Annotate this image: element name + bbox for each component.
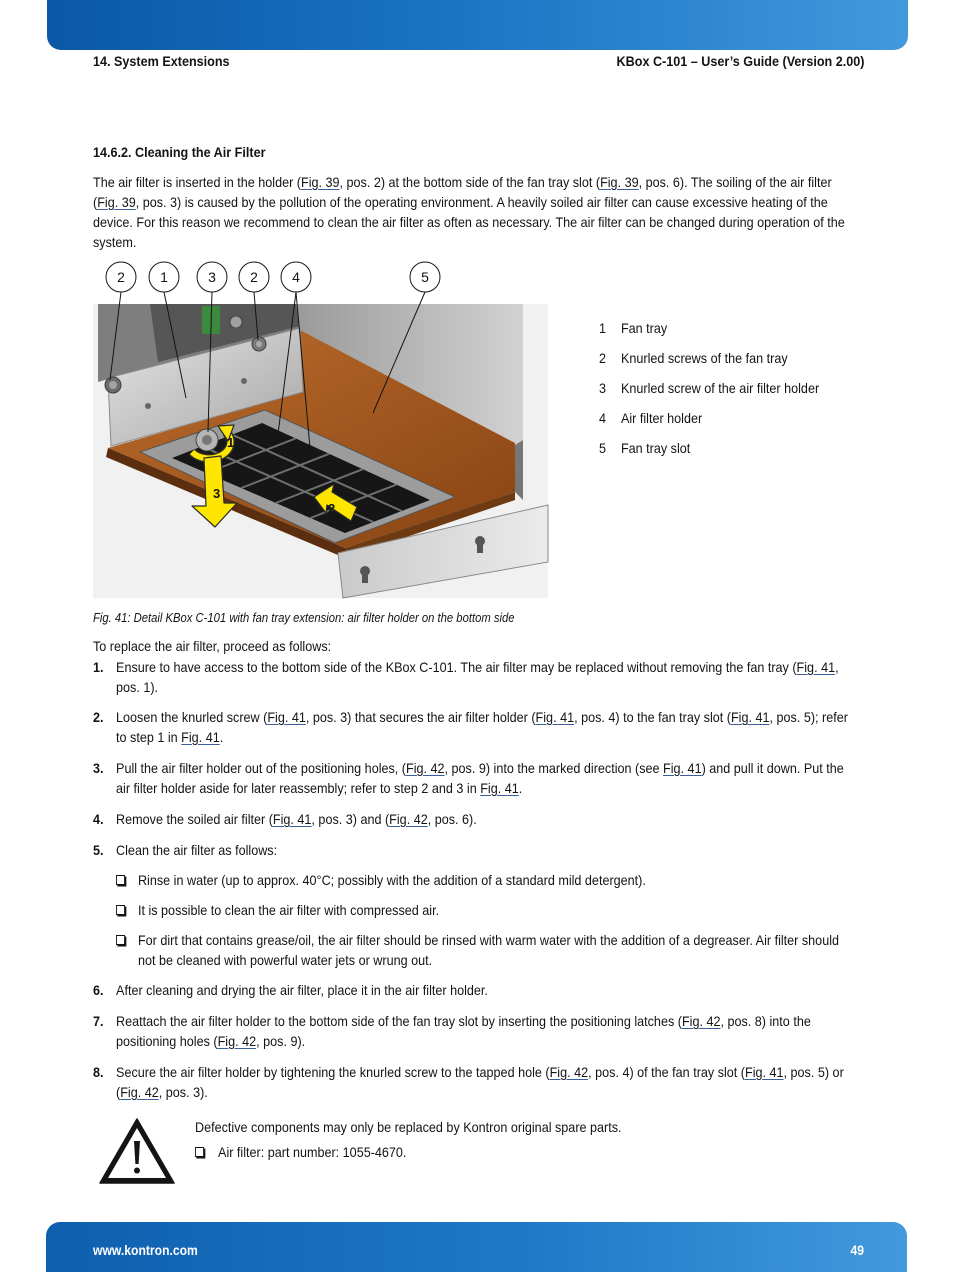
legend-item bbox=[599, 438, 887, 458]
callout-6 bbox=[410, 262, 440, 292]
legend-item bbox=[599, 378, 887, 398]
fan-tray-screw-left bbox=[105, 377, 121, 393]
figure-fan-tray-air-filter bbox=[90, 258, 560, 603]
step-number: 3. bbox=[93, 760, 104, 776]
step-text: Secure the air filter holder by tightening the knurled screw to the tapped hole (Fig. 42, pos. 4) of the fan tray slot (Fig. 41, pos. 5) or (Fig. 42, pos. 3). bbox=[116, 1064, 844, 1100]
figure-reference-link[interactable]: Fig. 41 bbox=[535, 709, 575, 725]
step-text: Pull the air filter holder out of the positioning holes, (Fig. 42, pos. 9) into the marked direction (see Fig. 41) and pull it down. Put the air filter holder aside for later reassembly; refer to step 2 and 3 in Fig. 41. bbox=[116, 760, 844, 796]
cleaning-option-text: For dirt that contains grease/oil, the air filter should be rinsed with warm water with the addition of a degreaser. Air filter should not be cleaned with powerful water jets or wrung out. bbox=[137, 932, 840, 968]
procedure-step bbox=[93, 840, 858, 860]
figure-reference-link[interactable]: Fig. 42 bbox=[406, 760, 445, 776]
step-text: Reattach the air filter holder to the bottom side of the fan tray slot by inserting the positioning latches (Fig. 42, pos. 8) into the positioning holes (Fig. 42, pos. 9). bbox=[116, 1013, 811, 1049]
figure-reference-link[interactable]: Fig. 41 bbox=[181, 729, 220, 745]
step-number: 1. bbox=[93, 659, 104, 675]
figure-reference-link[interactable]: Fig. 39 bbox=[97, 194, 136, 210]
legend-item bbox=[599, 408, 887, 428]
fan-tray-screw-top bbox=[252, 337, 266, 351]
step-number: 6. bbox=[93, 982, 104, 998]
panel-hole bbox=[241, 378, 247, 384]
callout-label: 1 bbox=[160, 269, 168, 285]
callout-label: 3 bbox=[208, 269, 216, 285]
panel-hole bbox=[145, 403, 151, 409]
legend-label: Knurled screws of the fan tray bbox=[620, 350, 788, 366]
procedure-step bbox=[93, 707, 858, 747]
header-band bbox=[47, 0, 908, 50]
figure-reference-link[interactable]: Fig. 41 bbox=[480, 780, 519, 796]
step-text: Loosen the knurled screw (Fig. 41, pos. 3) that secures the air filter holder (Fig. 41, pos. 4) to the fan tray slot (Fig. 41, pos. 5); refer to step 1 in Fig. 41. bbox=[116, 709, 848, 745]
legend-number: 2 bbox=[599, 350, 607, 366]
step-text: Clean the air filter as follows: bbox=[116, 842, 278, 858]
figure-reference-link[interactable]: Fig. 41 bbox=[730, 709, 770, 725]
legend-label: Air filter holder bbox=[620, 410, 703, 426]
image-label-step-1: 1 bbox=[227, 435, 235, 450]
legend-number: 5 bbox=[599, 440, 607, 456]
step-number: 8. bbox=[93, 1064, 104, 1080]
procedure-step bbox=[93, 657, 858, 697]
legend-label: Fan tray bbox=[620, 320, 668, 336]
round-connector bbox=[230, 316, 242, 328]
website-link[interactable]: www.kontron.com bbox=[93, 1243, 198, 1258]
checkbox-bullet-icon bbox=[116, 870, 138, 890]
section-heading: 14.6.2. Cleaning the Air Filter bbox=[93, 144, 266, 160]
checkbox-bullet-icon bbox=[116, 900, 138, 920]
image-label-step-3: 3 bbox=[213, 486, 221, 501]
callout-label: 2 bbox=[117, 269, 125, 285]
intro-paragraph: The air filter is inserted in the holder (Fig. 39, pos. 2) at the bottom side of the fan tray slot (Fig. 39, pos. 6). The soiling of the air filter (Fig. 39, pos. 3) is caused by the pollution of the operating environment. A heavily soiled air filter can cause excessive heating of the device. For this reason we recommend to clean the air filter as often as necessary. The air filter can be changed during operation of the system. bbox=[93, 174, 845, 250]
procedure-step bbox=[93, 1011, 858, 1051]
legend-item bbox=[599, 348, 887, 368]
procedure-step bbox=[93, 1062, 858, 1102]
procedure-step bbox=[93, 980, 858, 1000]
callout-1 bbox=[106, 262, 136, 292]
legend-number: 3 bbox=[599, 380, 607, 396]
callout-label: 2 bbox=[250, 269, 258, 285]
callout-2 bbox=[149, 262, 179, 292]
callout-label: 4 bbox=[292, 269, 300, 285]
callout-4 bbox=[239, 262, 269, 292]
spare-part-number: Air filter: part number: 1055-4670. bbox=[218, 1144, 407, 1160]
step-text: Remove the soiled air filter (Fig. 41, pos. 3) and (Fig. 42, pos. 6). bbox=[116, 811, 477, 827]
figure-reference-link[interactable]: Fig. 41 bbox=[267, 709, 306, 725]
legend-item bbox=[599, 318, 887, 338]
legend-number: 4 bbox=[599, 410, 607, 426]
figure-reference-link[interactable]: Fig. 42 bbox=[217, 1033, 257, 1049]
image-label-step-2: 2 bbox=[328, 501, 336, 516]
procedure-step bbox=[93, 809, 858, 829]
warning-text: Defective components may only be replaced by Kontron original spare parts. bbox=[195, 1119, 622, 1135]
figure-reference-link[interactable]: Fig. 42 bbox=[549, 1064, 589, 1080]
step-number: 4. bbox=[93, 811, 104, 827]
cleaning-option bbox=[116, 930, 858, 970]
figure-reference-link[interactable]: Fig. 41 bbox=[663, 760, 702, 776]
step-number: 5. bbox=[93, 842, 104, 858]
callout-3 bbox=[197, 262, 227, 292]
fan-tray-slot-edge bbox=[515, 440, 523, 500]
procedure-intro: To replace the air filter, proceed as follows: bbox=[93, 638, 332, 654]
figure-reference-link[interactable]: Fig. 39 bbox=[600, 174, 639, 190]
checkbox-bullet-icon bbox=[195, 1142, 218, 1162]
legend-label: Fan tray slot bbox=[620, 440, 691, 456]
step-number: 2. bbox=[93, 709, 104, 725]
figure-reference-link[interactable]: Fig. 42 bbox=[389, 811, 428, 827]
procedure-step bbox=[93, 758, 858, 798]
warning-triangle-icon bbox=[99, 1118, 175, 1184]
step-text: Ensure to have access to the bottom side of the KBox C-101. The air filter may be replaced without removing the fan tray (Fig. 41, pos. 1). bbox=[116, 659, 839, 695]
figure-caption: Fig. 41: Detail KBox C-101 with fan tray extension: air filter holder on the bottom side bbox=[93, 611, 515, 625]
cleaning-option bbox=[116, 900, 858, 920]
figure-reference-link[interactable]: Fig. 41 bbox=[796, 659, 836, 675]
figure-reference-link[interactable]: Fig. 39 bbox=[300, 174, 340, 190]
figure-reference-link[interactable]: Fig. 42 bbox=[120, 1084, 159, 1100]
cleaning-option bbox=[116, 870, 858, 890]
cleaning-option-text: Rinse in water (up to approx. 40°C; possibly with the addition of a standard mild detergent). bbox=[137, 872, 646, 888]
checkbox-bullet-icon bbox=[116, 930, 138, 950]
legend-number: 1 bbox=[599, 320, 607, 336]
cleaning-option-text: It is possible to clean the air filter with compressed air. bbox=[137, 902, 440, 918]
callout-5 bbox=[281, 262, 311, 292]
step-text: After cleaning and drying the air filter, place it in the air filter holder. bbox=[116, 982, 488, 998]
figure-reference-link[interactable]: Fig. 41 bbox=[745, 1064, 784, 1080]
document-title: KBox C-101 – User’s Guide (Version 2.00) bbox=[616, 53, 864, 69]
step-number: 7. bbox=[93, 1013, 104, 1029]
callout-label: 5 bbox=[421, 269, 429, 285]
chapter-title: 14. System Extensions bbox=[93, 53, 230, 69]
figure-reference-link[interactable]: Fig. 42 bbox=[681, 1013, 721, 1029]
page-number: 49 bbox=[850, 1243, 864, 1258]
warning-item bbox=[195, 1142, 858, 1162]
figure-reference-link[interactable]: Fig. 41 bbox=[272, 811, 312, 827]
air-filter-knurled-screw bbox=[196, 429, 218, 451]
legend-label: Knurled screw of the air filter holder bbox=[620, 380, 820, 396]
